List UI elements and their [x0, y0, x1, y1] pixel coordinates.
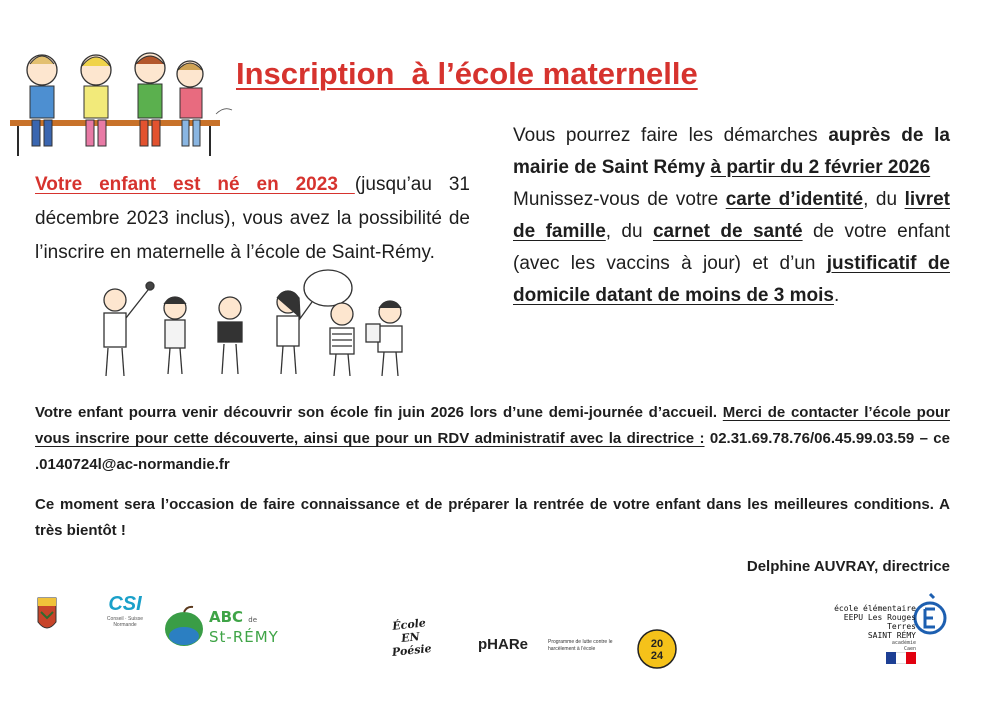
phare-logo-main: pHARe [478, 636, 529, 653]
doc-proof-of-address: justificatif de domicile datant de moins de 3 mois [513, 253, 950, 306]
phare-logo-tagline: Programme de lutte contre le harcèlement à l’école [548, 639, 613, 652]
academy-logo [812, 590, 952, 680]
contact-request-text: Merci de contacter l’école pour vous inscrire pour cette découverte, ainsi que pour un RDV administratif avec la directrice : [35, 404, 950, 447]
closing-paragraph: Ce moment sera l’occasion de faire connaissance et de préparer la rentrée de votre enfant dans les meilleures conditions. A très bientôt ! [35, 496, 950, 539]
academy-school-type: école élémentaire [834, 604, 916, 613]
end-period: . [833, 285, 840, 306]
abc-logo-de: de [248, 616, 258, 624]
children-group-illustration [90, 268, 420, 388]
eligibility-text: (jusqu’au 31 décembre 2023 inclus), vous avez la possibilité de l’inscrire en maternelle à l’école de Saint-Rémy. [35, 174, 470, 263]
apple-icon [163, 604, 205, 648]
separator-text: , du [605, 221, 653, 242]
documents-intro: Munissez-vous de votre [513, 189, 726, 210]
welcome-day-paragraph [35, 400, 950, 478]
csi-logo-mark: CSI [108, 593, 142, 615]
abc-saint-remy-logo [163, 600, 283, 652]
birth-year-highlight: Votre enfant est né en 2023 [35, 174, 355, 195]
label-2024-bottom: 24 [650, 650, 664, 662]
mairie-location: auprès de la mairie de Saint Rémy [513, 125, 950, 178]
label-2024-logo [636, 628, 678, 670]
academy-school-name: EEPU Les Rouges Terres [843, 613, 916, 631]
doc-health-record: carnet de santé [652, 221, 803, 242]
french-flag-icon [886, 652, 916, 664]
doc-family-book: livret de famille [513, 189, 950, 242]
start-date: à partir du 2 février 2026 [710, 157, 931, 178]
page-title: Inscription à l’école maternelle [236, 56, 698, 91]
documents-middle-text: de votre enfant (avec les vaccins à jour) et d’un [513, 221, 950, 274]
academy-label: académie [891, 640, 916, 646]
abc-logo-main: ABC [209, 608, 244, 626]
children-on-bench-illustration [10, 34, 250, 164]
procedure-paragraph [513, 120, 950, 312]
ecole-logo-line1: École [391, 616, 427, 633]
eligibility-paragraph [35, 168, 470, 270]
contact-details: 02.31.69.78.76/06.45.99.03.59 – ce .0140724l@ac-normandie.fr [35, 430, 950, 473]
ecole-en-poesie-logo [380, 615, 443, 671]
ecole-logo-line2: EN [400, 630, 421, 645]
label-2024-top: 20 [650, 638, 664, 650]
ecole-logo-line3: Poésie [391, 641, 433, 659]
academy-city: Caen [903, 646, 916, 652]
csi-logo-subtitle: Conseil · Suisse Normande [106, 616, 144, 628]
phare-logo [478, 636, 628, 658]
separator-text: , du [863, 189, 905, 210]
academy-town: SAINT RÉMY [867, 631, 916, 640]
abc-logo-town: St-RÉMY [209, 628, 279, 646]
town-crest-logo [36, 596, 58, 636]
doc-identity-card: carte d’identité [725, 189, 864, 210]
signature: Delphine AUVRAY, directrice [746, 558, 950, 575]
procedure-intro: Vous pourrez faire les démarches [513, 125, 829, 146]
welcome-day-text: Votre enfant pourra venir découvrir son école fin juin 2026 lors d’une demi-journée d’accueil. [35, 404, 723, 421]
csi-logo [95, 593, 155, 633]
